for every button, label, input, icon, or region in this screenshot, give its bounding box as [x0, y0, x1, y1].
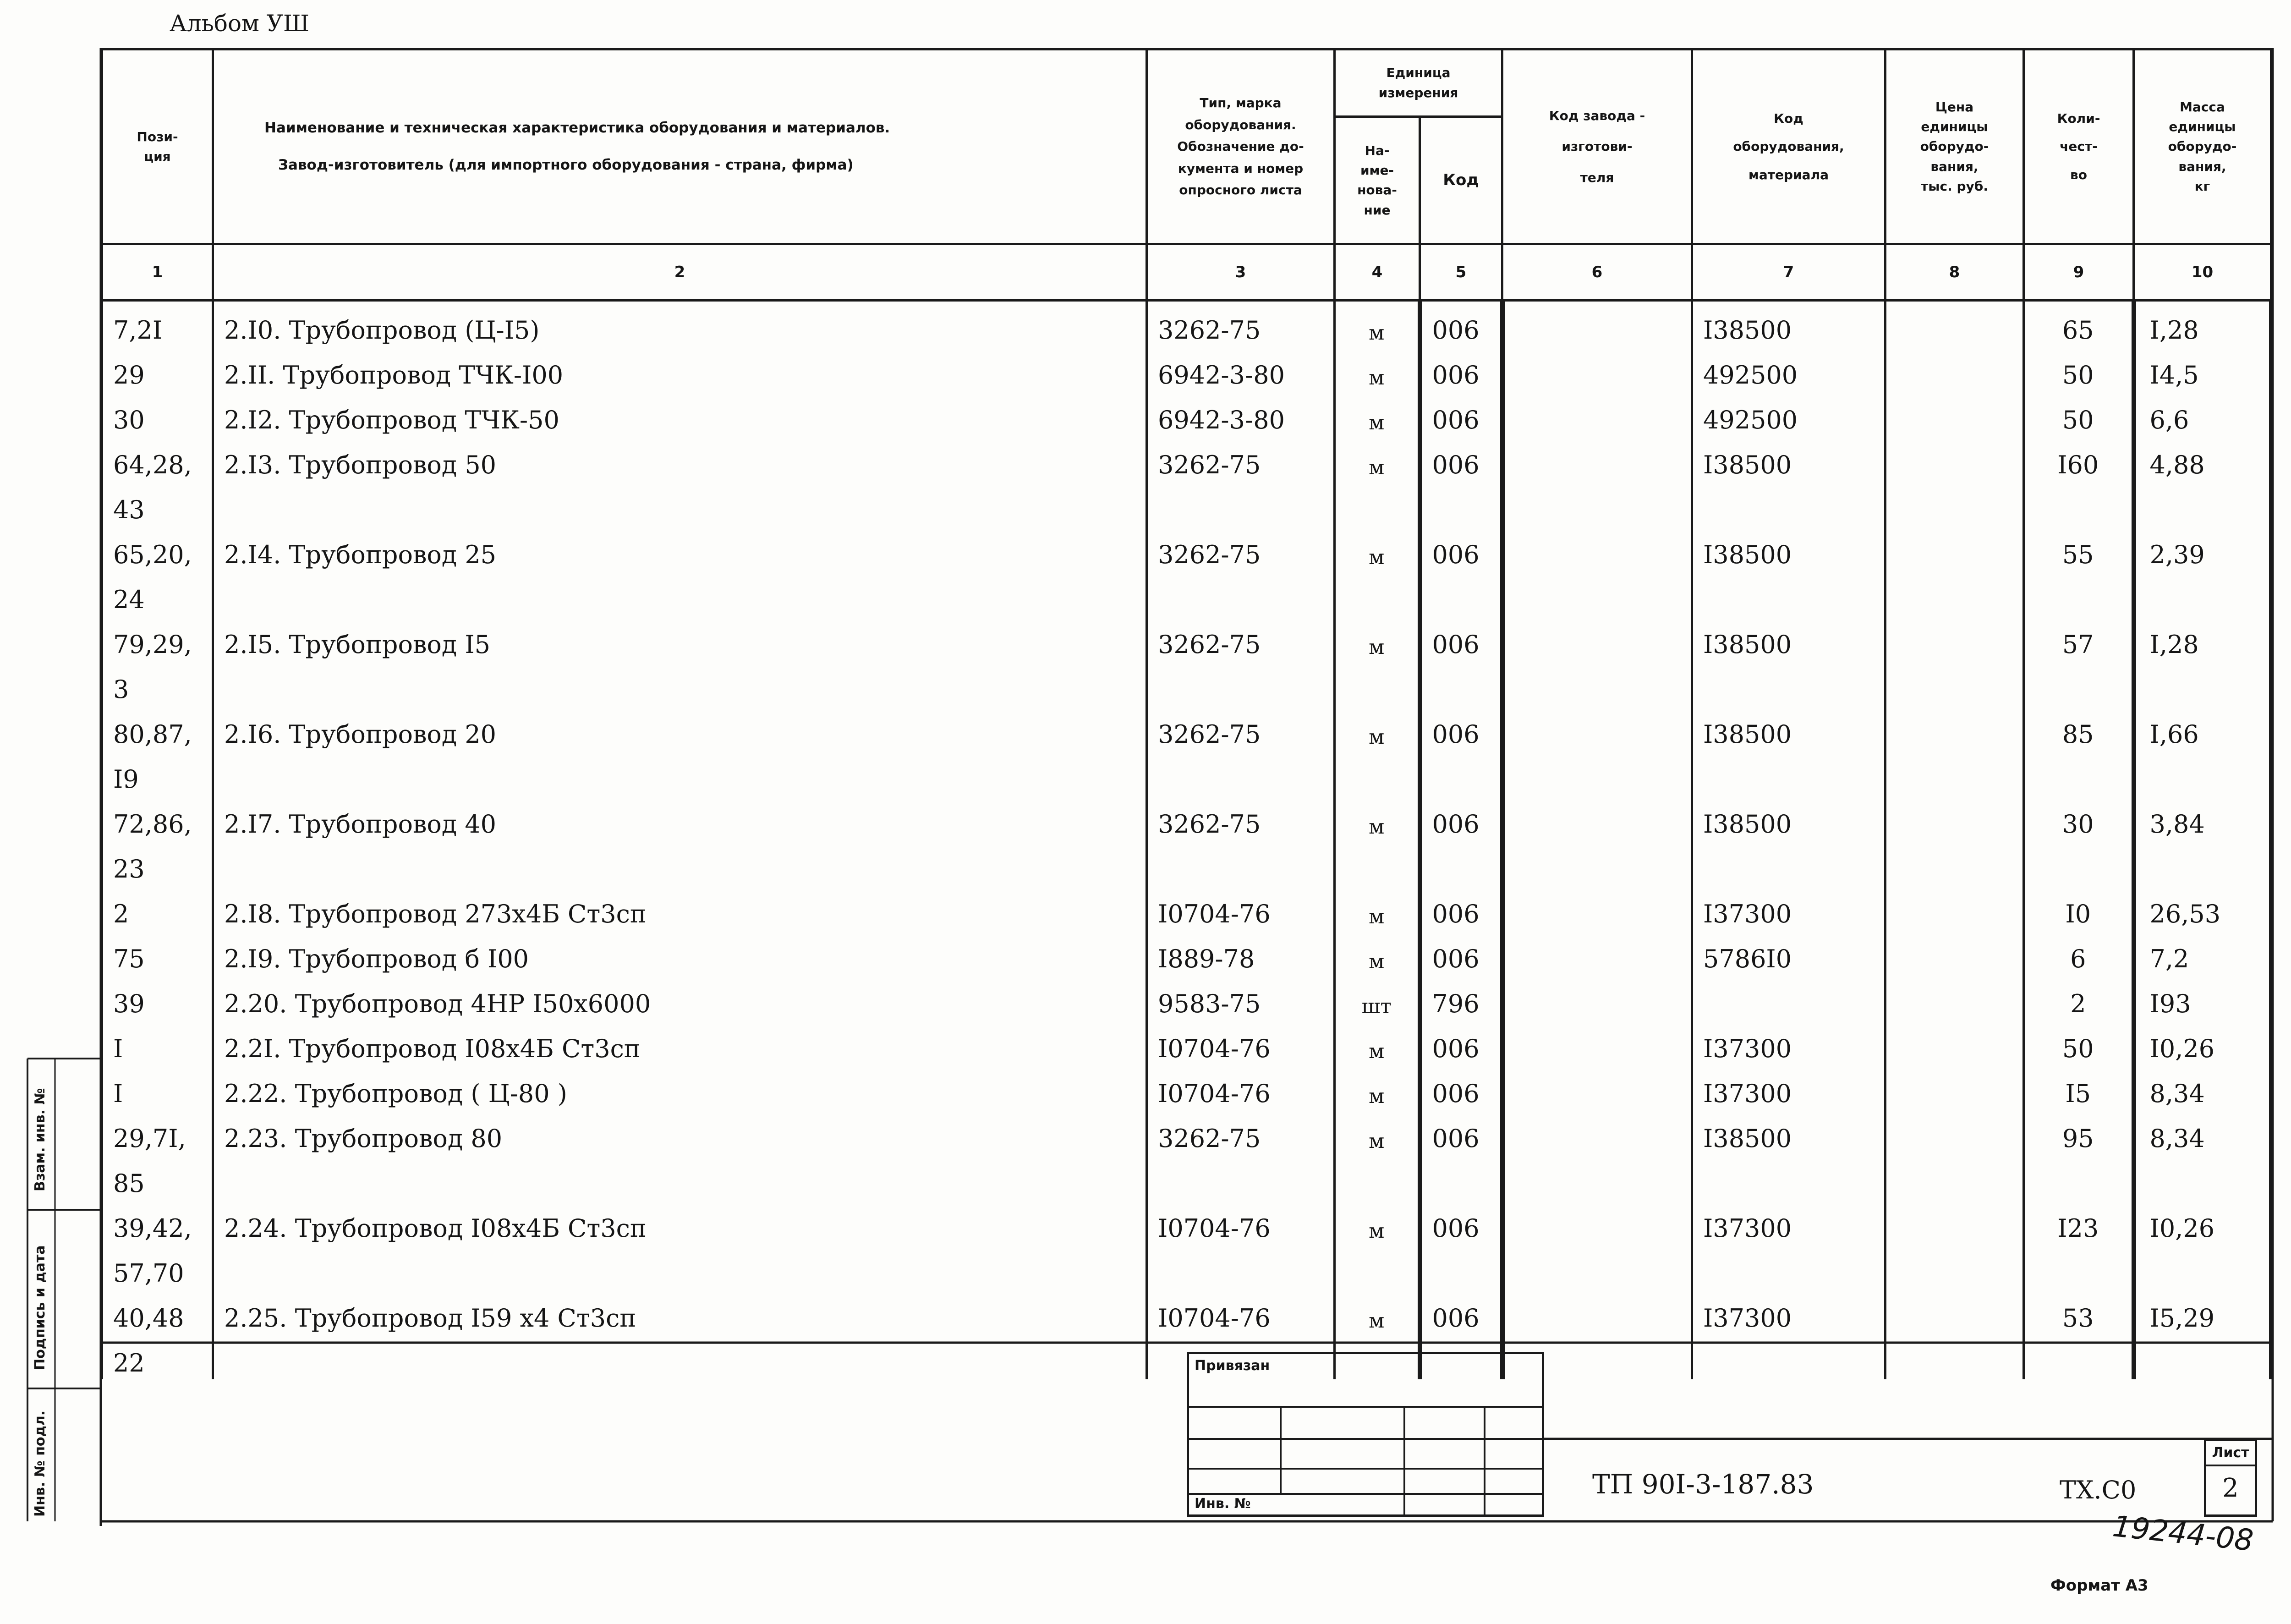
cell-type: 3262-75: [1147, 526, 1335, 571]
cell-quantity: 50: [2024, 346, 2134, 391]
cell-mass: I,28: [2134, 301, 2271, 347]
cell-unit-code: 006: [1420, 1020, 1502, 1065]
cell-unit-code: 006: [1420, 436, 1502, 481]
margin-label-replace-inv: Взам. инв. №: [32, 1088, 48, 1191]
cell-position: I: [102, 1065, 213, 1110]
cell-type: 3262-75: [1147, 301, 1335, 347]
cell-position: 80,87,: [102, 706, 213, 751]
cell-equipment-code: 492500: [1692, 391, 1885, 436]
document-sign: ТХ.С0: [2060, 1476, 2137, 1504]
cell-type: 6942-3-80: [1147, 346, 1335, 391]
cell-unit-code: 006: [1420, 1110, 1502, 1155]
cell-name: 2.I0. Трубопровод (Ц-I5): [213, 301, 1147, 347]
cell-position: 24: [102, 571, 213, 616]
cell-position: 43: [102, 481, 213, 526]
cell-equipment-code: I37300: [1692, 1289, 1885, 1334]
cell-unit: м: [1335, 301, 1420, 347]
cell-type: 3262-75: [1147, 616, 1335, 661]
cell-quantity: I23: [2024, 1200, 2134, 1245]
cell-position: 2: [102, 885, 213, 930]
cell-quantity: 57: [2024, 616, 2134, 661]
cell-mass: 6,6: [2134, 391, 2271, 436]
cell-unit: м: [1335, 1065, 1420, 1110]
cell-type: I889-78: [1147, 930, 1335, 975]
cell-name: 2.2I. Трубопровод I08х4Б Ст3сп: [213, 1020, 1147, 1065]
cell-name: 2.I2. Трубопровод ТЧК-50: [213, 391, 1147, 436]
cell-mass: I,66: [2134, 706, 2271, 751]
cell-type: 3262-75: [1147, 796, 1335, 840]
cell-name: 2.20. Трубопровод 4НР I50х6000: [213, 975, 1147, 1020]
cell-position: 85: [102, 1155, 213, 1200]
cell-unit: м: [1335, 796, 1420, 840]
cell-type: I0704-76: [1147, 1289, 1335, 1334]
cell-mass: I0,26: [2134, 1020, 2271, 1065]
cell-position: 39,42,: [102, 1200, 213, 1245]
cell-name: 2.24. Трубопровод I08х4Б Ст3сп: [213, 1200, 1147, 1245]
cell-equipment-code: I38500: [1692, 526, 1885, 571]
cell-equipment-code: I38500: [1692, 616, 1885, 661]
cell-name: 2.22. Трубопровод ( Ц-80 ): [213, 1065, 1147, 1110]
cell-type: 6942-3-80: [1147, 391, 1335, 436]
cell-name: 2.I6. Трубопровод 20: [213, 706, 1147, 751]
column-number: 10: [2134, 244, 2271, 301]
cell-quantity: 53: [2024, 1289, 2134, 1334]
cell-mass: I93: [2134, 975, 2271, 1020]
header-equipment-code: Код оборудования, материала: [1692, 49, 1885, 244]
cell-unit-code: 006: [1420, 301, 1502, 347]
margin-label-inv-orig: Инв. № подл.: [32, 1410, 48, 1517]
cell-position: 57,70: [102, 1245, 213, 1289]
cell-mass: 7,2: [2134, 930, 2271, 975]
cell-quantity: 95: [2024, 1110, 2134, 1155]
cell-unit-code: 006: [1420, 1289, 1502, 1334]
cell-unit: м: [1335, 391, 1420, 436]
cell-position: 79,29,: [102, 616, 213, 661]
header-unit-name: На- име- нова- ние: [1335, 116, 1420, 244]
cell-unit: м: [1335, 885, 1420, 930]
cell-mass: 8,34: [2134, 1110, 2271, 1155]
cell-mass: I4,5: [2134, 346, 2271, 391]
cell-equipment-code: 492500: [1692, 346, 1885, 391]
column-number: 7: [1692, 244, 1885, 301]
cell-unit-code: 006: [1420, 1065, 1502, 1110]
cell-name: 2.I7. Трубопровод 40: [213, 796, 1147, 840]
cell-position: 72,86,: [102, 796, 213, 840]
album-label: Альбом УШ: [170, 10, 310, 37]
cell-unit: м: [1335, 616, 1420, 661]
cell-name: 2.I9. Трубопровод б I00: [213, 930, 1147, 975]
cell-name: 2.I3. Трубопровод 50: [213, 436, 1147, 481]
header-type: Тип, марка оборудования. Обозначение до- кумента и номер опросного листа: [1147, 49, 1335, 244]
header-quantity: Коли- чест- во: [2024, 49, 2134, 244]
cell-unit-code: 006: [1420, 391, 1502, 436]
cell-name: 2.I4. Трубопровод 25: [213, 526, 1147, 571]
header-price: Цена единицы оборудо- вания, тыс. руб.: [1885, 49, 2024, 244]
header-name-line2: Завод-изготовитель (для импортного оборудования - страна, фирма): [278, 157, 854, 173]
cell-type: 3262-75: [1147, 436, 1335, 481]
cell-unit-code: 006: [1420, 930, 1502, 975]
column-number: 3: [1147, 244, 1335, 301]
cell-unit-code: 006: [1420, 706, 1502, 751]
cell-position: 40,48: [102, 1289, 213, 1334]
cell-equipment-code: I37300: [1692, 1200, 1885, 1245]
cell-mass: 3,84: [2134, 796, 2271, 840]
cell-quantity: I5: [2024, 1065, 2134, 1110]
header-mass: Масса единицы оборудо- вания, кг: [2134, 49, 2271, 244]
cell-position: I: [102, 1020, 213, 1065]
cell-unit: м: [1335, 526, 1420, 571]
cell-mass: 26,53: [2134, 885, 2271, 930]
cell-position: 3: [102, 661, 213, 706]
binding-stamp: [1187, 1352, 1544, 1517]
column-number: 1: [102, 244, 213, 301]
cell-equipment-code: I38500: [1692, 1110, 1885, 1155]
format-label: Формат А3: [2050, 1576, 2148, 1595]
stamp-grid: [1187, 1352, 1544, 1517]
sheet-number: 2: [2222, 1473, 2239, 1503]
cell-quantity: 55: [2024, 526, 2134, 571]
cell-unit-code: 006: [1420, 616, 1502, 661]
sheet-label: Лист: [2212, 1445, 2249, 1461]
cell-equipment-code: I37300: [1692, 885, 1885, 930]
cell-unit-code: 006: [1420, 526, 1502, 571]
cell-unit: м: [1335, 1110, 1420, 1155]
cell-mass: 2,39: [2134, 526, 2271, 571]
header-plant-code: Код завода - изготови- теля: [1502, 49, 1692, 244]
cell-position: 65,20,: [102, 526, 213, 571]
cell-position: 64,28,: [102, 436, 213, 481]
cell-position: 22: [102, 1334, 213, 1379]
margin-label-sign-date: Подпись и дата: [32, 1245, 48, 1370]
column-number: 6: [1502, 244, 1692, 301]
cell-equipment-code: I37300: [1692, 1020, 1885, 1065]
cell-unit-code: 006: [1420, 885, 1502, 930]
cell-type: I0704-76: [1147, 1020, 1335, 1065]
cell-quantity: 30: [2024, 796, 2134, 840]
cell-quantity: 50: [2024, 1020, 2134, 1065]
column-number: 4: [1335, 244, 1420, 301]
cell-mass: I5,29: [2134, 1289, 2271, 1334]
cell-unit: м: [1335, 346, 1420, 391]
cell-name: 2.I5. Трубопровод I5: [213, 616, 1147, 661]
cell-equipment-code: I38500: [1692, 436, 1885, 481]
cell-unit-code: 006: [1420, 796, 1502, 840]
cell-unit: м: [1335, 1289, 1420, 1334]
cell-mass: I0,26: [2134, 1200, 2271, 1245]
document-code: ТП 90I-3-187.83: [1592, 1469, 1814, 1500]
cell-position: 29,7I,: [102, 1110, 213, 1155]
cell-position: 29: [102, 346, 213, 391]
cell-quantity: I60: [2024, 436, 2134, 481]
cell-mass: 4,88: [2134, 436, 2271, 481]
column-number: 2: [213, 244, 1147, 301]
cell-equipment-code: I37300: [1692, 1065, 1885, 1110]
cell-unit-code: 006: [1420, 346, 1502, 391]
cell-unit-code: 796: [1420, 975, 1502, 1020]
cell-unit-code: 006: [1420, 1200, 1502, 1245]
cell-mass: I,28: [2134, 616, 2271, 661]
column-number: 9: [2024, 244, 2134, 301]
cell-name: 2.23. Трубопровод 80: [213, 1110, 1147, 1155]
cell-quantity: 6: [2024, 930, 2134, 975]
header-unit-code: Код: [1420, 116, 1502, 244]
archive-number: 19244-08: [2110, 1509, 2255, 1558]
cell-quantity: 50: [2024, 391, 2134, 436]
stamp-inventory-label: Инв. №: [1195, 1496, 1251, 1512]
cell-name: 2.25. Трубопровод I59 х4 Ст3сп: [213, 1289, 1147, 1334]
header-unit-group: Единица измерения: [1335, 49, 1502, 117]
cell-mass: 8,34: [2134, 1065, 2271, 1110]
cell-type: 3262-75: [1147, 706, 1335, 751]
cell-type: I0704-76: [1147, 1065, 1335, 1110]
cell-type: 9583-75: [1147, 975, 1335, 1020]
cell-position: 23: [102, 840, 213, 885]
cell-equipment-code: I38500: [1692, 706, 1885, 751]
cell-equipment-code: I38500: [1692, 796, 1885, 840]
cell-name: 2.II. Трубопровод ТЧК-I00: [213, 346, 1147, 391]
cell-position: 75: [102, 930, 213, 975]
cell-unit: м: [1335, 436, 1420, 481]
cell-equipment-code: 5786I0: [1692, 930, 1885, 975]
cell-quantity: I0: [2024, 885, 2134, 930]
cell-quantity: 2: [2024, 975, 2134, 1020]
cell-name: 2.I8. Трубопровод 273х4Б Ст3сп: [213, 885, 1147, 930]
sheet-box: [2204, 1439, 2257, 1517]
cell-type: I0704-76: [1147, 1200, 1335, 1245]
cell-equipment-code: I38500: [1692, 301, 1885, 347]
cell-position: 39: [102, 975, 213, 1020]
stamp-title: Привязан: [1195, 1358, 1270, 1374]
header-name-line1: Наименование и техническая характеристика оборудования и материалов.: [264, 120, 890, 137]
column-number: 5: [1420, 244, 1502, 301]
cell-unit: шт: [1335, 975, 1420, 1020]
cell-quantity: 65: [2024, 301, 2134, 347]
cell-position: I9: [102, 751, 213, 796]
cell-unit: м: [1335, 930, 1420, 975]
column-number: 8: [1885, 244, 2024, 301]
cell-type: I0704-76: [1147, 885, 1335, 930]
cell-quantity: 85: [2024, 706, 2134, 751]
cell-unit: м: [1335, 1020, 1420, 1065]
cell-unit: м: [1335, 1200, 1420, 1245]
cell-position: 30: [102, 391, 213, 436]
cell-position: 7,2I: [102, 301, 213, 347]
header-position: Пози- ция: [102, 49, 213, 244]
cell-type: 3262-75: [1147, 1110, 1335, 1155]
cell-unit: м: [1335, 706, 1420, 751]
